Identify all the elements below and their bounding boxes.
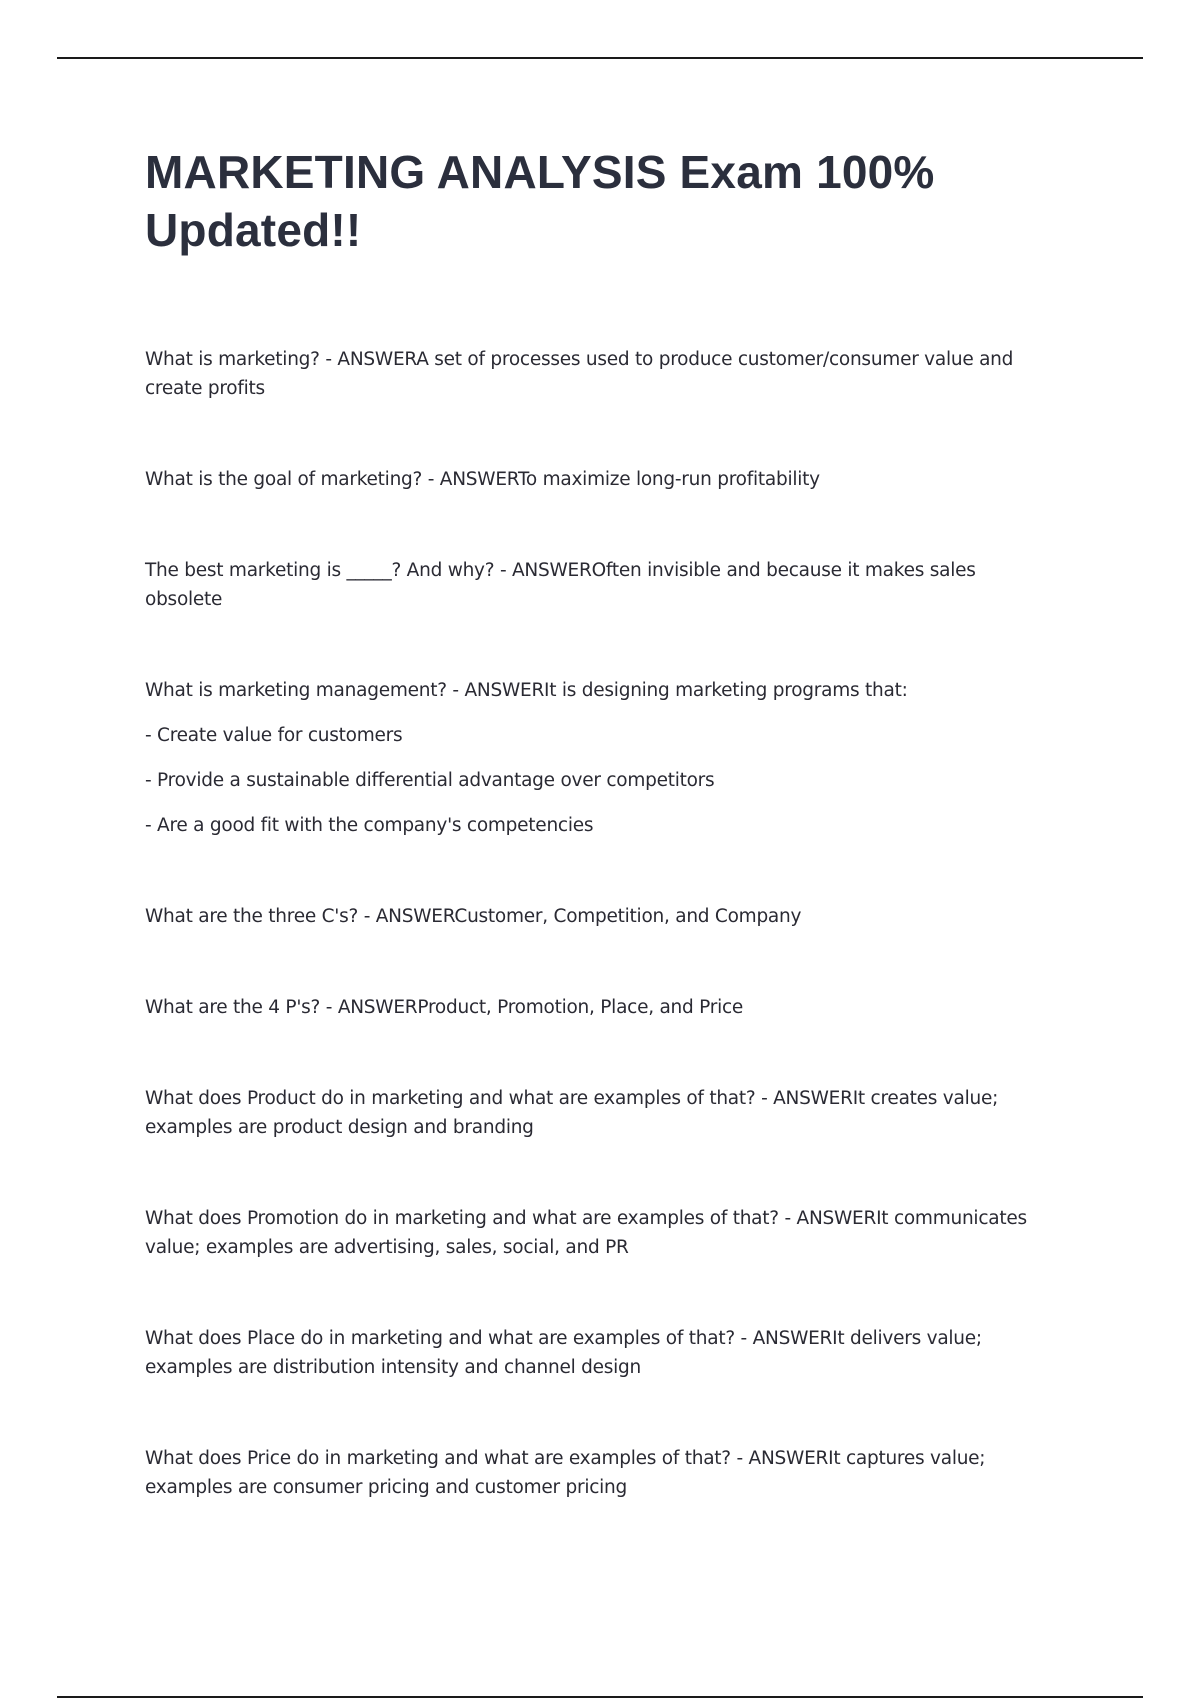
top-rule xyxy=(57,57,1143,59)
bottom-rule xyxy=(57,1696,1143,1698)
qa-item xyxy=(145,1204,1045,1262)
qa-text: What is marketing? - ANSWERA set of processes used to produce customer/consumer value and create profits xyxy=(145,349,1014,399)
qa-text: What is the goal of marketing? - ANSWERTo maximize long-run profitability xyxy=(145,469,820,490)
qa-item xyxy=(145,556,1045,614)
qa-item xyxy=(145,1324,1045,1382)
qa-item xyxy=(145,993,1045,1022)
qa-text: The best marketing is _____? And why? - ANSWEROften invisible and because it makes sales obsolete xyxy=(145,560,976,610)
document-title: MARKETING ANALYSIS Exam 100% Updated!! xyxy=(145,146,935,256)
qa-text: What are the three C's? - ANSWERCustomer, Competition, and Company xyxy=(145,906,802,927)
qa-list xyxy=(145,345,1045,1502)
qa-item xyxy=(145,1444,1045,1502)
qa-item xyxy=(145,902,1045,931)
qa-item xyxy=(145,465,1045,494)
qa-text: What does Price do in marketing and what are examples of that? - ANSWERIt captures value; examples are consumer pricing and customer pricing xyxy=(145,1448,986,1498)
qa-item xyxy=(145,1084,1045,1142)
qa-text: What are the 4 P's? - ANSWERProduct, Promotion, Place, and Price xyxy=(145,997,744,1018)
qa-text: What does Product do in marketing and what are examples of that? - ANSWERIt creates value; examples are product design and branding xyxy=(145,1088,999,1138)
qa-bullet: - Are a good fit with the company's competencies xyxy=(145,815,594,836)
qa-bullet: - Create value for customers xyxy=(145,725,403,746)
qa-bullet: - Provide a sustainable differential advantage over competitors xyxy=(145,770,715,791)
document-body xyxy=(145,143,1045,1564)
qa-item xyxy=(145,345,1045,403)
qa-text: What is marketing management? - ANSWERIt is designing marketing programs that: xyxy=(145,680,908,701)
qa-text: What does Promotion do in marketing and what are examples of that? - ANSWERIt communicates value; examples are advertising, sales, social, and PR xyxy=(145,1208,1027,1258)
qa-text: What does Place do in marketing and what are examples of that? - ANSWERIt delivers value; examples are distribution intensity and channel design xyxy=(145,1328,982,1378)
qa-item xyxy=(145,676,1045,840)
